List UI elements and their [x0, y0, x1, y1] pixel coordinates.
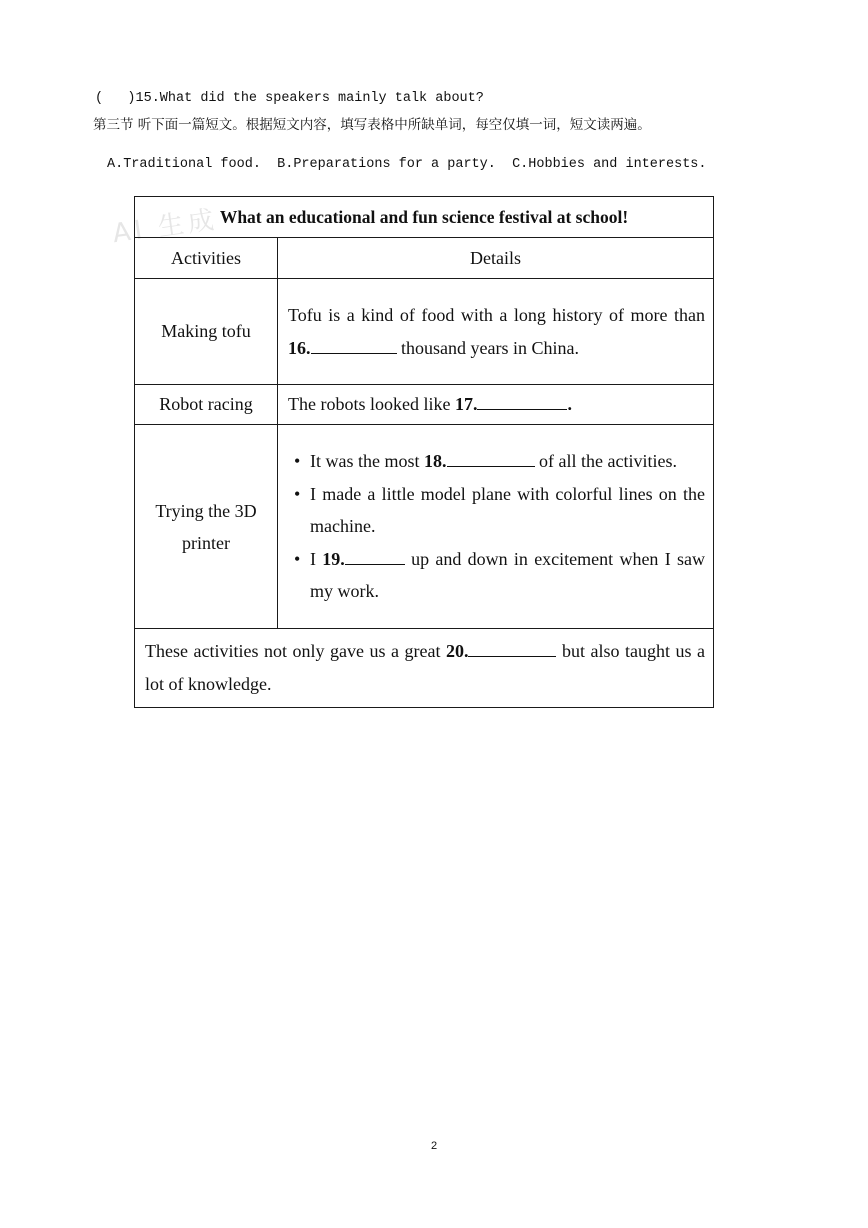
table-row	[135, 425, 714, 629]
blank-number-17: 17.	[454, 394, 478, 415]
table-row	[135, 279, 714, 385]
bullet-icon: •	[294, 483, 301, 504]
table-row	[135, 385, 714, 425]
section-instruction: 第三节 听下面一篇短文。根据短文内容，填写表格中所缺单词，每空仅填一词，短文读两遍。	[93, 117, 651, 133]
fill-in-table	[134, 196, 714, 708]
list-item: • I made a little model plane with colorful lines on the machine.	[288, 478, 705, 543]
bullet-list	[288, 445, 705, 608]
bullet-icon: •	[294, 548, 301, 569]
blank-number-19: 19.	[322, 548, 345, 569]
blank-number-16: 16.	[288, 337, 311, 358]
question-15-stem: ( )15.What did the speakers mainly talk about?	[95, 91, 484, 106]
list-item: • It was the most 18. of all the activities.	[288, 445, 705, 478]
blank-number-20: 20.	[445, 641, 469, 661]
watermark: AI 生成	[110, 204, 220, 250]
details-cell: The robots looked like 17. .	[278, 385, 714, 425]
bullet-icon: •	[294, 451, 301, 472]
summary-cell: These activities not only gave us a great 20. but also taught us a lot of knowledge.	[135, 629, 714, 708]
table-row	[135, 629, 714, 708]
activity-cell: Robot racing	[135, 385, 278, 425]
activity-cell: Trying the 3D printer	[135, 425, 278, 629]
answer-blank-19[interactable]	[345, 546, 405, 565]
answer-blank-17[interactable]	[477, 391, 567, 410]
answer-blank-20[interactable]	[468, 638, 556, 657]
blank-number-18: 18.	[424, 451, 447, 472]
details-cell: Tofu is a kind of food with a long history of more than 16. thousand years in China.	[278, 279, 714, 385]
table-title: What an educational and fun science festival at school!	[135, 197, 714, 238]
details-cell	[278, 425, 714, 629]
page-number: 2	[430, 1140, 438, 1152]
answer-blank-16[interactable]	[311, 335, 397, 354]
column-header-details: Details	[278, 238, 714, 279]
activity-cell: Making tofu	[135, 279, 278, 385]
question-15-options: A.Traditional food. B.Preparations for a party. C.Hobbies and interests.	[107, 157, 707, 172]
answer-blank-18[interactable]	[447, 448, 535, 467]
list-item: • I 19. up and down in excitement when I saw my work.	[288, 543, 705, 608]
column-header-activities: Activities	[135, 238, 278, 279]
